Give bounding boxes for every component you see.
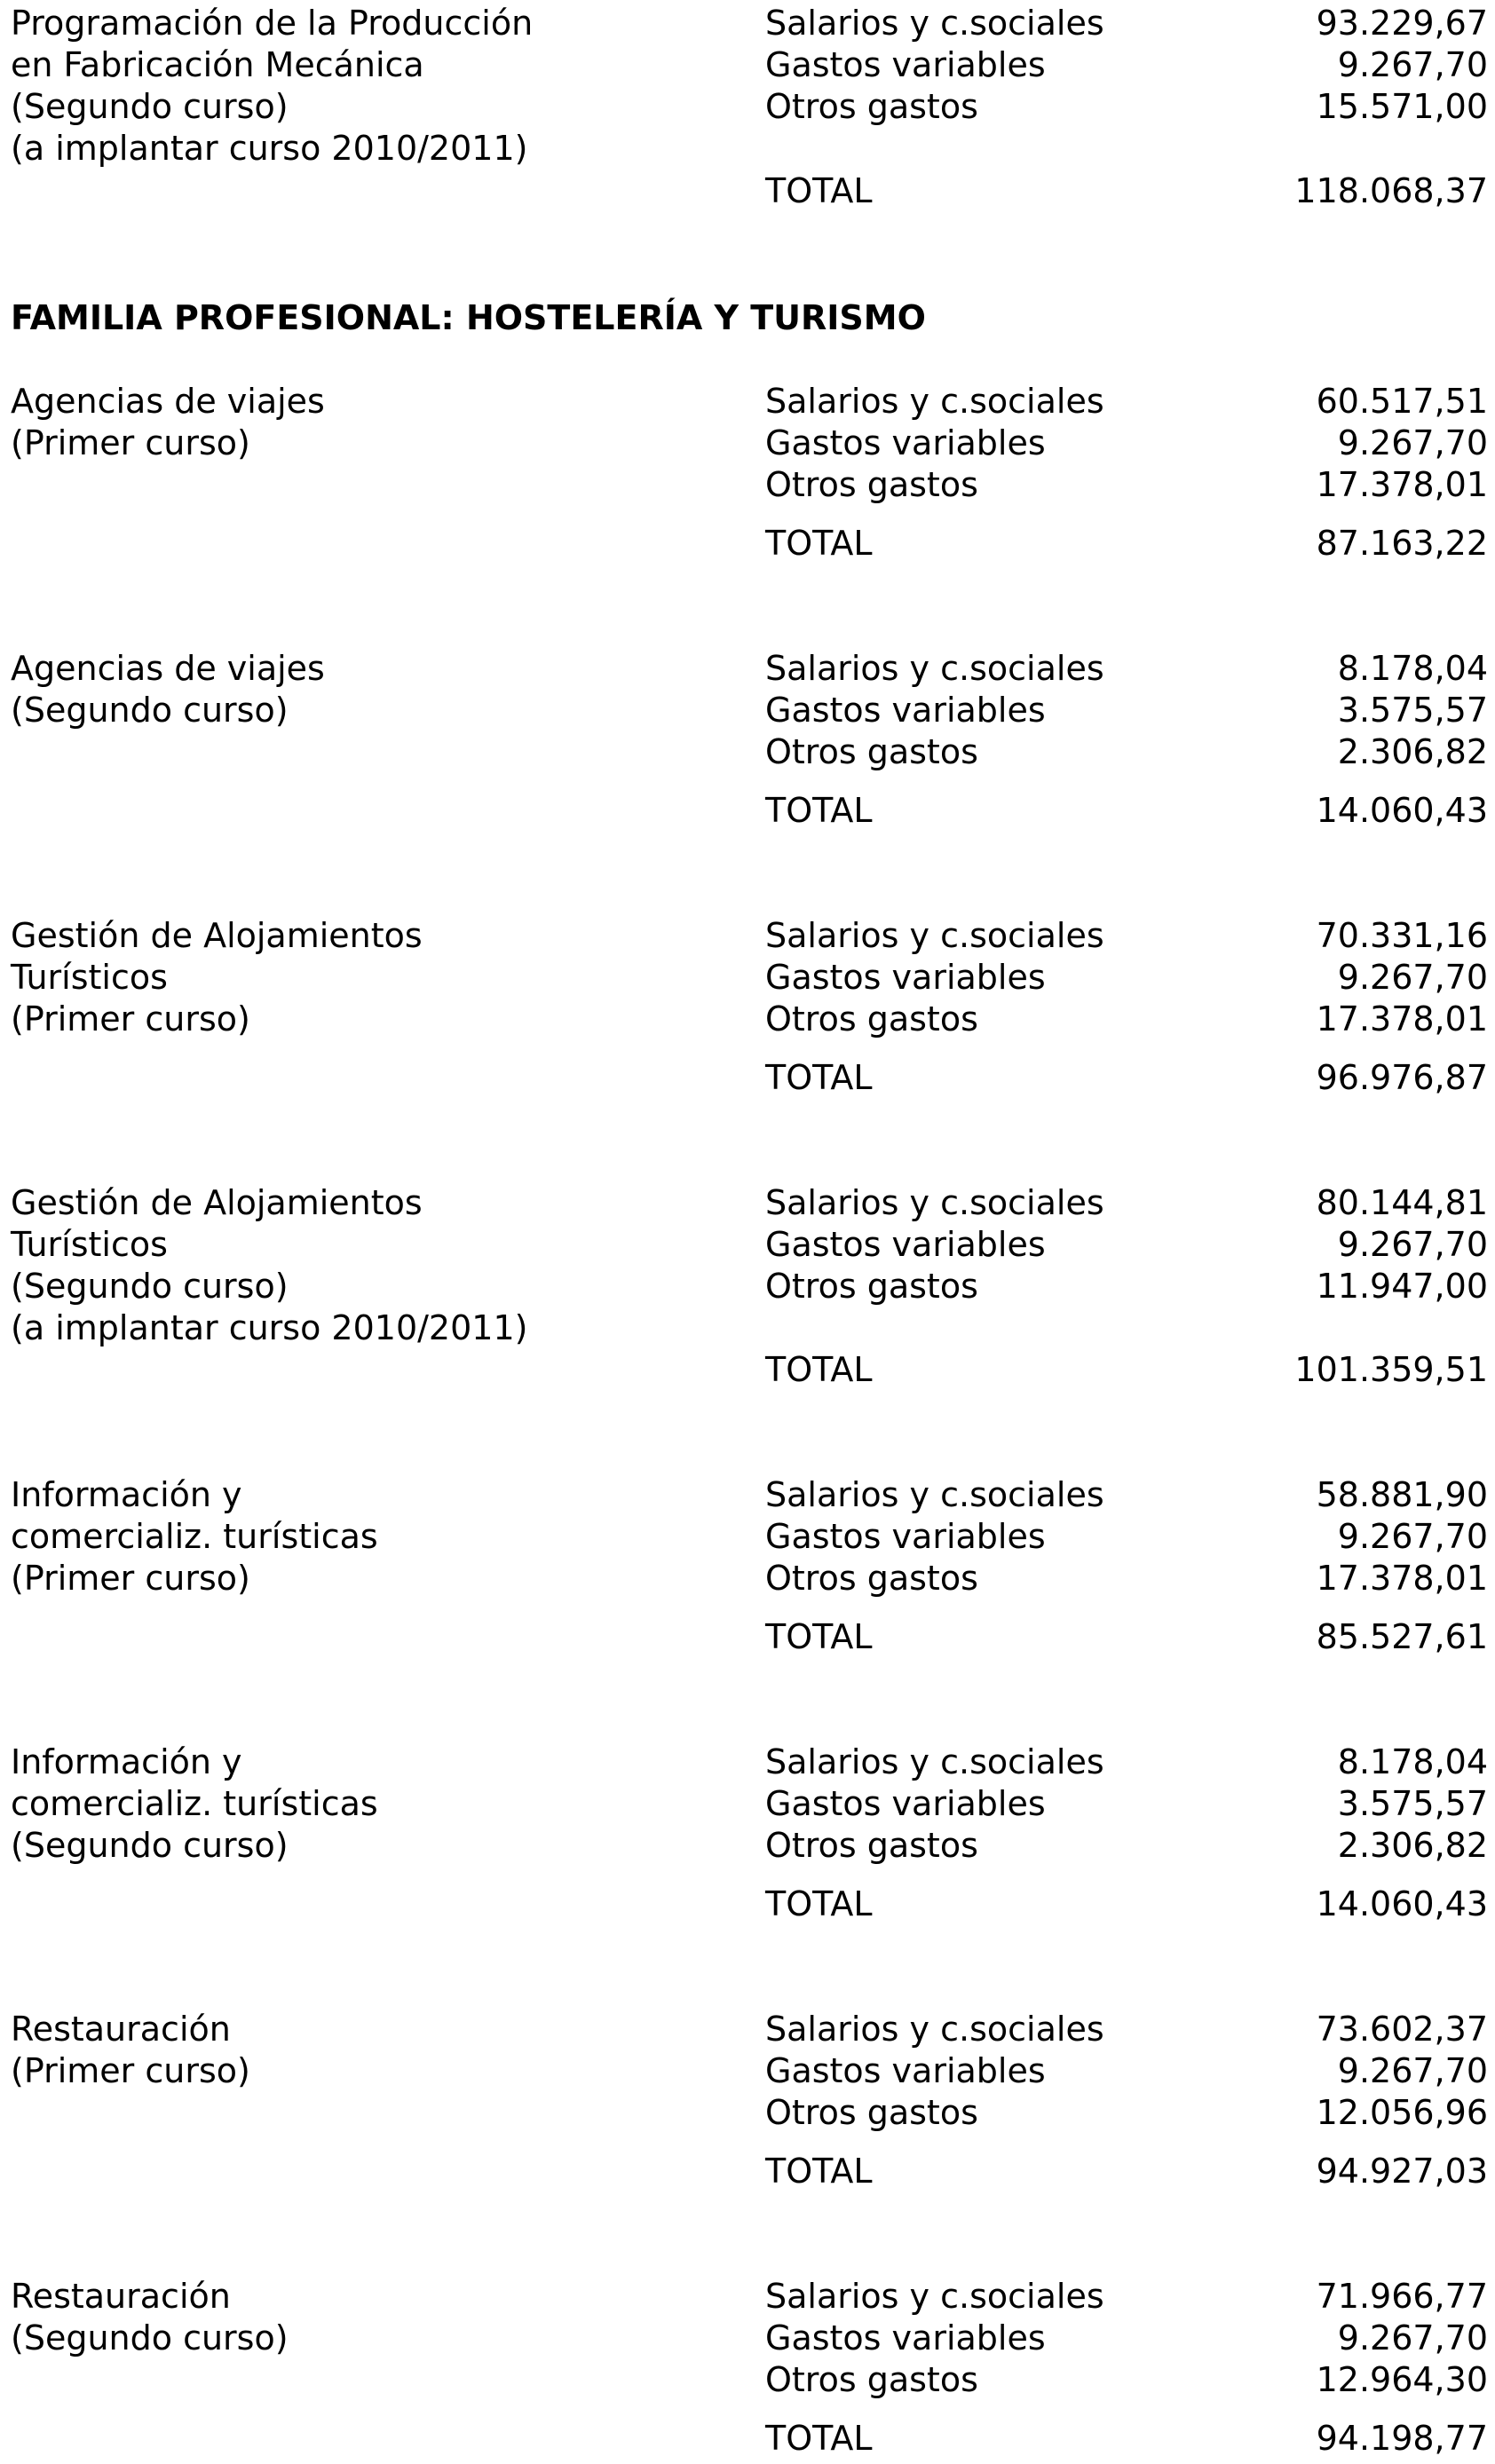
amount-value: 9.267,70 — [1337, 423, 1488, 462]
amount-value: 9.267,70 — [1337, 1225, 1488, 1264]
course-name: (Primer curso) — [11, 1559, 250, 1598]
course-name: Restauración — [11, 2010, 231, 2049]
course-name: Restauración — [11, 2277, 231, 2316]
concept-label: Otros gastos — [765, 732, 978, 771]
course-name: (Segundo curso) — [11, 87, 289, 126]
concept-label: Gastos variables — [765, 2318, 1046, 2357]
amount-value: 9.267,70 — [1337, 1517, 1488, 1556]
course-name: (Segundo curso) — [11, 691, 289, 730]
concept-label: Gastos variables — [765, 1784, 1046, 1823]
concept-label: Gastos variables — [765, 423, 1046, 462]
course-name: comercializ. turísticas — [11, 1517, 378, 1556]
concept-label: Salarios y c.sociales — [765, 916, 1104, 955]
total-label: TOTAL — [765, 791, 873, 830]
total-label: TOTAL — [765, 1058, 873, 1097]
amount-value: 9.267,70 — [1337, 958, 1488, 997]
amount-value: 60.517,51 — [1316, 382, 1488, 421]
concept-label: Gastos variables — [765, 2051, 1046, 2090]
course-name: Turísticos — [11, 958, 168, 997]
course-name: (Segundo curso) — [11, 2318, 289, 2357]
total-label: TOTAL — [765, 2419, 873, 2458]
concept-label: Otros gastos — [765, 87, 978, 126]
course-name: Agencias de viajes — [11, 382, 325, 421]
concept-label: Salarios y c.sociales — [765, 1475, 1104, 1514]
concept-label: Salarios y c.sociales — [765, 4, 1104, 43]
concept-label: Otros gastos — [765, 2360, 978, 2399]
concept-label: Salarios y c.sociales — [765, 382, 1104, 421]
amount-value: 2.306,82 — [1337, 732, 1488, 771]
concept-label: Gastos variables — [765, 1225, 1046, 1264]
total-value: 101.359,51 — [1294, 1350, 1488, 1389]
concept-label: Otros gastos — [765, 2093, 978, 2132]
amount-value: 80.144,81 — [1316, 1183, 1488, 1222]
course-name: Gestión de Alojamientos — [11, 916, 423, 955]
amount-value: 73.602,37 — [1316, 2010, 1488, 2049]
total-value: 96.976,87 — [1316, 1058, 1488, 1097]
concept-label: Salarios y c.sociales — [765, 2010, 1104, 2049]
amount-value: 3.575,57 — [1337, 1784, 1488, 1823]
amount-value: 15.571,00 — [1316, 87, 1488, 126]
concept-label: Salarios y c.sociales — [765, 1183, 1104, 1222]
total-label: TOTAL — [765, 2152, 873, 2191]
course-name: Información y — [11, 1742, 242, 1781]
course-name: Agencias de viajes — [11, 649, 325, 688]
family-heading: FAMILIA PROFESIONAL: HOSTELERÍA Y TURISMO — [11, 298, 926, 337]
amount-value: 17.378,01 — [1316, 1559, 1488, 1598]
amount-value: 8.178,04 — [1337, 649, 1488, 688]
concept-label: Salarios y c.sociales — [765, 2277, 1104, 2316]
amount-value: 12.056,96 — [1316, 2093, 1488, 2132]
amount-value: 8.178,04 — [1337, 1742, 1488, 1781]
course-name: (a implantar curso 2010/2011) — [11, 1308, 528, 1347]
course-name: Información y — [11, 1475, 242, 1514]
concept-label: Gastos variables — [765, 1517, 1046, 1556]
total-value: 85.527,61 — [1316, 1617, 1488, 1656]
amount-value: 17.378,01 — [1316, 999, 1488, 1039]
total-label: TOTAL — [765, 171, 873, 210]
amount-value: 71.966,77 — [1316, 2277, 1488, 2316]
total-value: 94.198,77 — [1316, 2419, 1488, 2458]
total-label: TOTAL — [765, 1884, 873, 1923]
course-name: Gestión de Alojamientos — [11, 1183, 423, 1222]
total-value: 14.060,43 — [1316, 1884, 1488, 1923]
total-label: TOTAL — [765, 1350, 873, 1389]
concept-label: Gastos variables — [765, 958, 1046, 997]
concept-label: Salarios y c.sociales — [765, 1742, 1104, 1781]
concept-label: Otros gastos — [765, 465, 978, 504]
amount-value: 93.229,67 — [1316, 4, 1488, 43]
course-name: (Primer curso) — [11, 423, 250, 462]
concept-label: Otros gastos — [765, 999, 978, 1039]
total-value: 14.060,43 — [1316, 791, 1488, 830]
amount-value: 9.267,70 — [1337, 2051, 1488, 2090]
amount-value: 9.267,70 — [1337, 45, 1488, 84]
course-name: (Segundo curso) — [11, 1826, 289, 1865]
amount-value: 17.378,01 — [1316, 465, 1488, 504]
amount-value: 12.964,30 — [1316, 2360, 1488, 2399]
course-name: (a implantar curso 2010/2011) — [11, 129, 528, 168]
total-label: TOTAL — [765, 1617, 873, 1656]
total-label: TOTAL — [765, 524, 873, 563]
concept-label: Gastos variables — [765, 691, 1046, 730]
course-name: (Segundo curso) — [11, 1267, 289, 1306]
concept-label: Otros gastos — [765, 1559, 978, 1598]
total-value: 118.068,37 — [1294, 171, 1488, 210]
course-name: (Primer curso) — [11, 2051, 250, 2090]
concept-label: Gastos variables — [765, 45, 1046, 84]
course-name: (Primer curso) — [11, 999, 250, 1039]
concept-label: Otros gastos — [765, 1267, 978, 1306]
course-name: Programación de la Producción — [11, 4, 534, 43]
course-name: en Fabricación Mecánica — [11, 45, 424, 84]
course-name: Turísticos — [11, 1225, 168, 1264]
amount-value: 2.306,82 — [1337, 1826, 1488, 1865]
total-value: 94.927,03 — [1316, 2152, 1488, 2191]
total-value: 87.163,22 — [1316, 524, 1488, 563]
amount-value: 58.881,90 — [1316, 1475, 1488, 1514]
amount-value: 11.947,00 — [1316, 1267, 1488, 1306]
amount-value: 70.331,16 — [1316, 916, 1488, 955]
concept-label: Otros gastos — [765, 1826, 978, 1865]
concept-label: Salarios y c.sociales — [765, 649, 1104, 688]
amount-value: 3.575,57 — [1337, 691, 1488, 730]
course-name: comercializ. turísticas — [11, 1784, 378, 1823]
amount-value: 9.267,70 — [1337, 2318, 1488, 2357]
